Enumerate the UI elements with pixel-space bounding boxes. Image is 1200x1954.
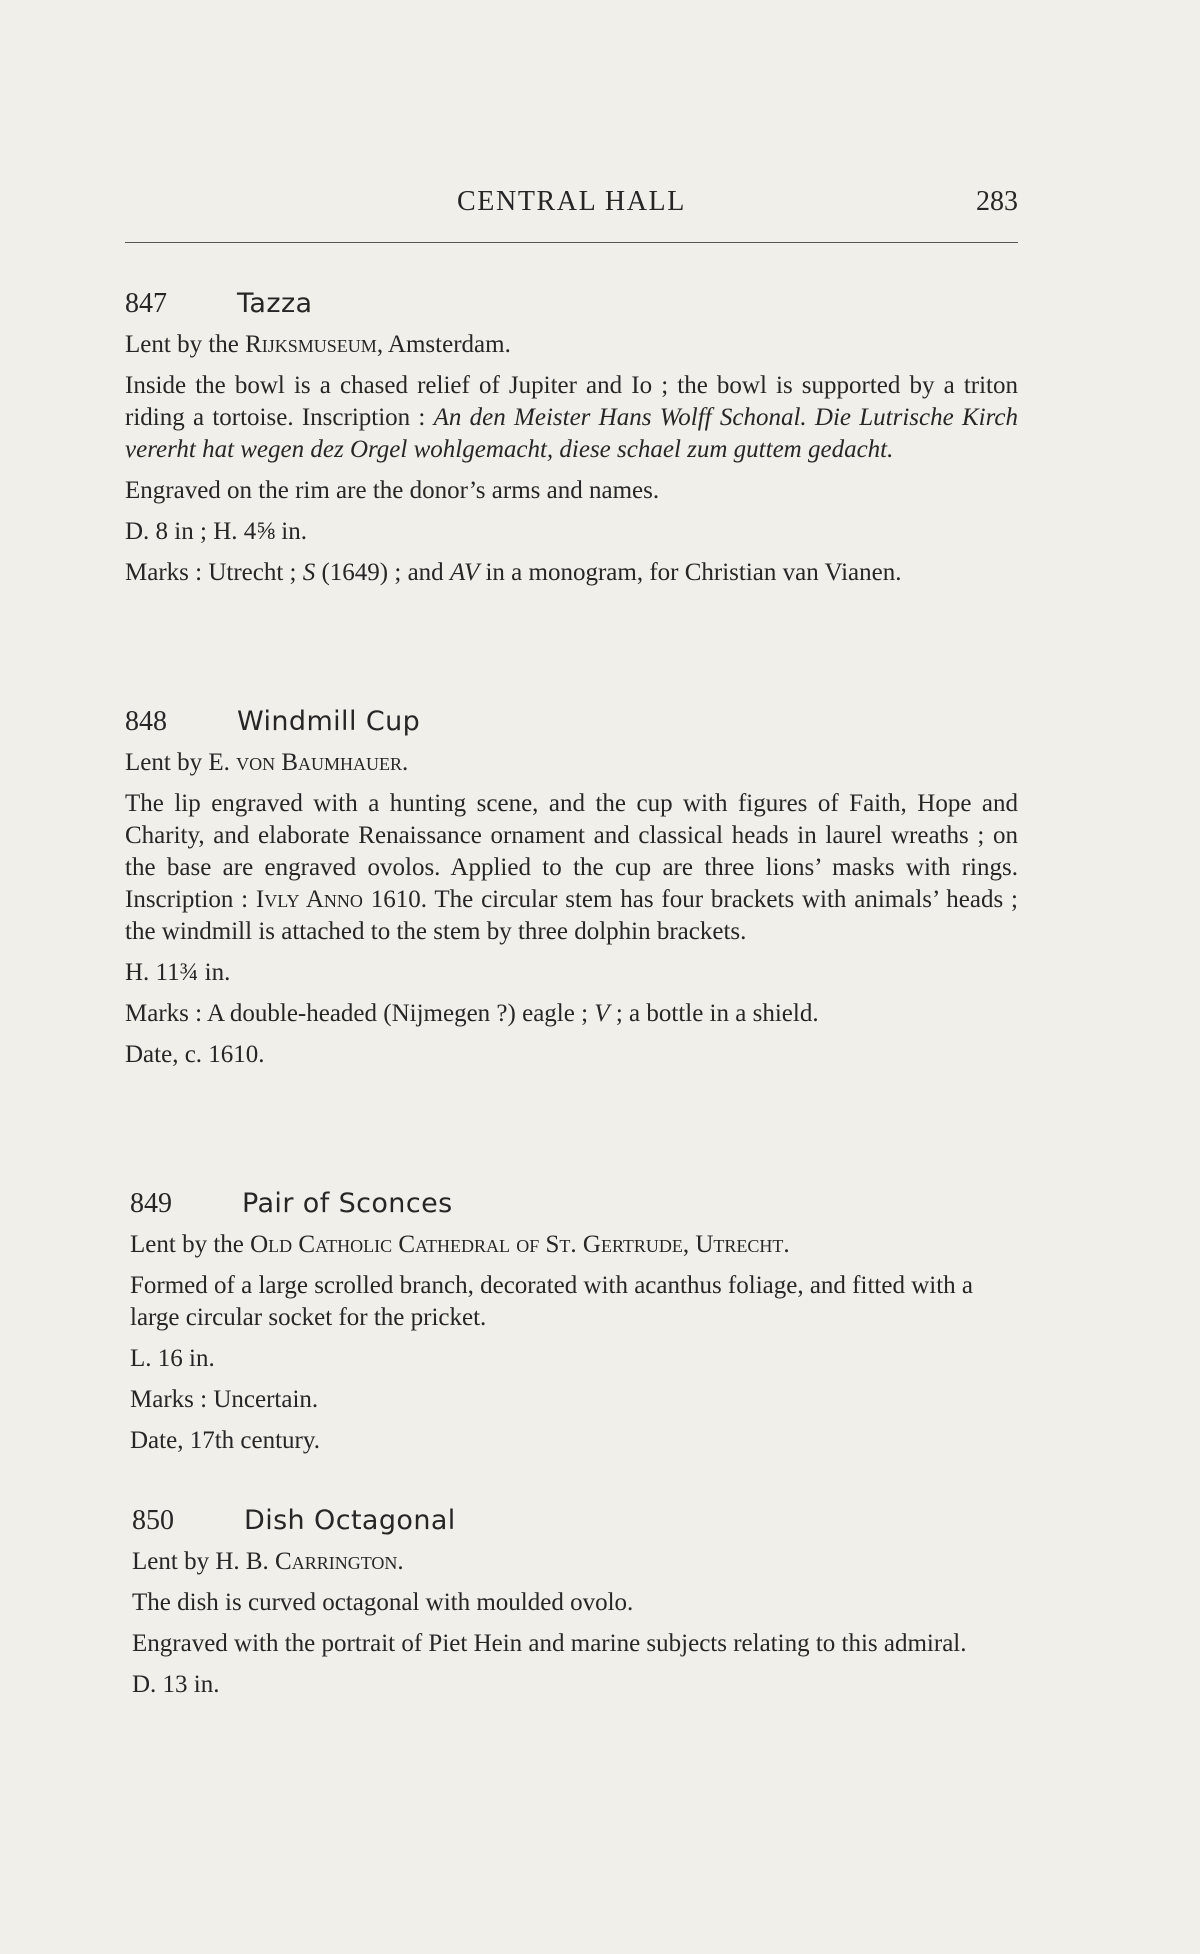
description-text: The circular stem has four brackets with animals’ heads ; the windmill is attached to the stem by three dolphin brackets.: [125, 886, 1018, 945]
marks: Marks : Uncertain.: [130, 1386, 319, 1413]
entry-number: 848: [125, 706, 167, 737]
entry-number: 847: [125, 288, 167, 319]
description: Engraved on the rim are the donor’s arms and names.: [125, 477, 660, 504]
entry-heading: [125, 706, 1018, 738]
lender-suffix: , Amsterdam.: [376, 331, 511, 358]
lender-prefix: Lent by H. B.: [132, 1548, 269, 1575]
dimensions: D. 13 in.: [132, 1671, 220, 1698]
dimensions: L. 16 in.: [130, 1345, 215, 1372]
lender-line: [125, 747, 1018, 779]
marks-text: ; a bottle in a shield.: [615, 1000, 819, 1027]
lender-prefix: Lent by E.: [125, 749, 230, 776]
entry-title: Windmill Cup: [237, 706, 421, 737]
description: The dish is curved octagonal with moulded ovolo.: [132, 1589, 634, 1616]
entry-heading: [125, 288, 1018, 320]
lender-name: Rijksmuseum: [245, 331, 377, 358]
lender-name: von Baumhauer.: [236, 749, 409, 776]
dimensions: H. 11¾ in.: [125, 959, 231, 986]
lender-line: [125, 329, 1018, 361]
lender-prefix: Lent by the: [125, 331, 239, 358]
lender-name: Carrington.: [275, 1548, 404, 1575]
marks-text: Marks : Utrecht ;: [125, 559, 297, 586]
marks-text: (1649) ; and: [321, 559, 444, 586]
entry-number: 849: [130, 1188, 172, 1219]
header-rule: [125, 242, 1018, 243]
inscription: Ivly Anno 1610.: [255, 886, 428, 913]
description: [125, 788, 1018, 948]
description-text: The lip engraved with a hunting scene, and the cup with figures of Faith, Hope and Charity, and elaborate Renaissance ornament and classical heads in laurel wreaths ; on the base are engraved ovolos. Applied to the cup are three lions’ masks with rings. Inscription :: [125, 790, 1018, 913]
page-header: [125, 186, 1018, 226]
marks-text: in a monogram, for Christian van Vianen.: [485, 559, 902, 586]
lender-prefix: Lent by the: [130, 1231, 244, 1258]
lender-name: Old Catholic Cathedral of St. Gertrude, Utrecht.: [250, 1231, 790, 1258]
date: Date, 17th century.: [130, 1427, 320, 1454]
page-number: 283: [976, 186, 1018, 217]
mark-monogram: AV: [449, 559, 480, 586]
description: Formed of a large scrolled branch, decorated with acanthus foliage, and fitted with a large circular socket for the pricket.: [130, 1272, 973, 1331]
catalogue-entry: [125, 288, 1018, 598]
entry-number: 850: [132, 1505, 174, 1536]
description-text: Inside the bowl is a chased relief of Jupiter and Io ; the bowl is supported by a triton riding a tortoise. Inscription :: [125, 372, 1018, 431]
lender-line: [132, 1546, 1027, 1578]
entry-title: Tazza: [237, 288, 313, 319]
description: Engraved with the portrait of Piet Hein and marine subjects relating to this admiral.: [132, 1630, 967, 1657]
catalogue-entry: [132, 1505, 1027, 1710]
running-head: CENTRAL HALL: [457, 186, 686, 217]
mark-letter: S: [302, 559, 316, 586]
entry-heading: [130, 1188, 1022, 1220]
lender-line: [130, 1229, 1022, 1261]
date: Date, c. 1610.: [125, 1041, 265, 1068]
marks: [125, 557, 1018, 589]
mark-letter: V: [594, 1000, 610, 1027]
catalogue-entry: [125, 706, 1018, 1080]
entry-heading: [132, 1505, 1027, 1537]
description: [125, 370, 1018, 466]
dimensions: D. 8 in ; H. 4⅝ in.: [125, 518, 307, 545]
marks: [125, 998, 1018, 1030]
entry-title: Dish Octagonal: [244, 1505, 456, 1536]
catalogue-entry: [130, 1188, 1022, 1466]
inscription: An den Meister Hans Wolff Schonal. Die Lutrische Kirch vererht hat wegen dez Orgel wohlgemacht, diese schael zum guttem gedacht.: [125, 404, 1018, 463]
entry-title: Pair of Sconces: [242, 1188, 453, 1219]
marks-text: Marks : A double-headed (Nijmegen ?) eagle ;: [125, 1000, 589, 1027]
